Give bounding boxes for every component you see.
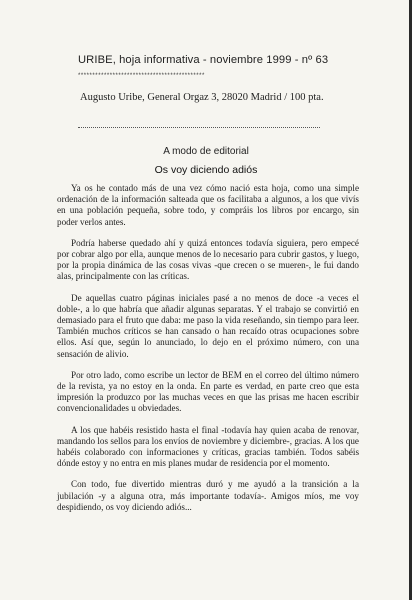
- section-kicker: A modo de editorial: [163, 146, 249, 157]
- paragraph: Por otro lado, como escribe un lector de BEM en el correo del último número de la revista, ya no estoy en la onda. En parte es verdad, en parte creo que esta impresión la produzco por las muchas veces en que las prisas me hacen escribir convencionalidades u obviedades.: [57, 369, 359, 414]
- dotted-rule: [78, 127, 320, 128]
- paragraph: A los que habéis resistido hasta el final -todavía hay quien acaba de renovar, mandando los sellos para los envíos de noviembre y diciembre-, gracias. A los que habéis colaborado con informaciones y críticas, gracias también. Todos sabéis dónde estoy y no entra en mis planes mudar de residencia por el momento.: [57, 424, 359, 469]
- article-body: [57, 183, 359, 523]
- paragraph: Podría haberse quedado ahí y quizá entonces todavía siguiera, pero empecé por cobrar algo por ella, aunque menos de lo necesario para cubrir gastos, y luego, por la propia dinámica de las cosas vivas -que crecen o se mueren-, le fui dando alas, principalmente con las críticas.: [57, 237, 359, 282]
- paragraph: Con todo, fue divertido mientras duró y me ayudó a la transición a la jubilación -y a alguna otra, más importante todavía-. Amigos míos, me voy despidiendo, os voy diciendo adiós...: [57, 479, 359, 512]
- star-divider: ********************************************: [78, 73, 205, 79]
- article-title: Os voy diciendo adiós: [154, 164, 258, 176]
- paragraph: De aquellas cuatro páginas iniciales pasé a no menos de doce -a veces el doble-, a lo que habría que añadir algunas separatas. Y el trabajo se convirtió en demasiado para el fruto que daba: me paso la vida reseñando, sin tiempo para leer. También muchos críticos se han cansado o han recaído otras ocupaciones sobre ellos. Así que, según lo anunciado, lo dejo en el próximo número, con una sensación de alivio.: [57, 292, 359, 359]
- paragraph: Ya os he contado más de una vez cómo nació esta hoja, como una simple ordenación de la información salteada que os facilitaba a algunos, a los que vivís en una población pequeña, sobre todo, y compráis los libros por encargo, sin poder verlos antes.: [57, 183, 359, 227]
- address-line: Augusto Uribe, General Orgaz 3, 28020 Madrid / 100 pta.: [80, 92, 324, 103]
- masthead: URIBE, hoja informativa - noviembre 1999 - nº 63: [78, 54, 329, 66]
